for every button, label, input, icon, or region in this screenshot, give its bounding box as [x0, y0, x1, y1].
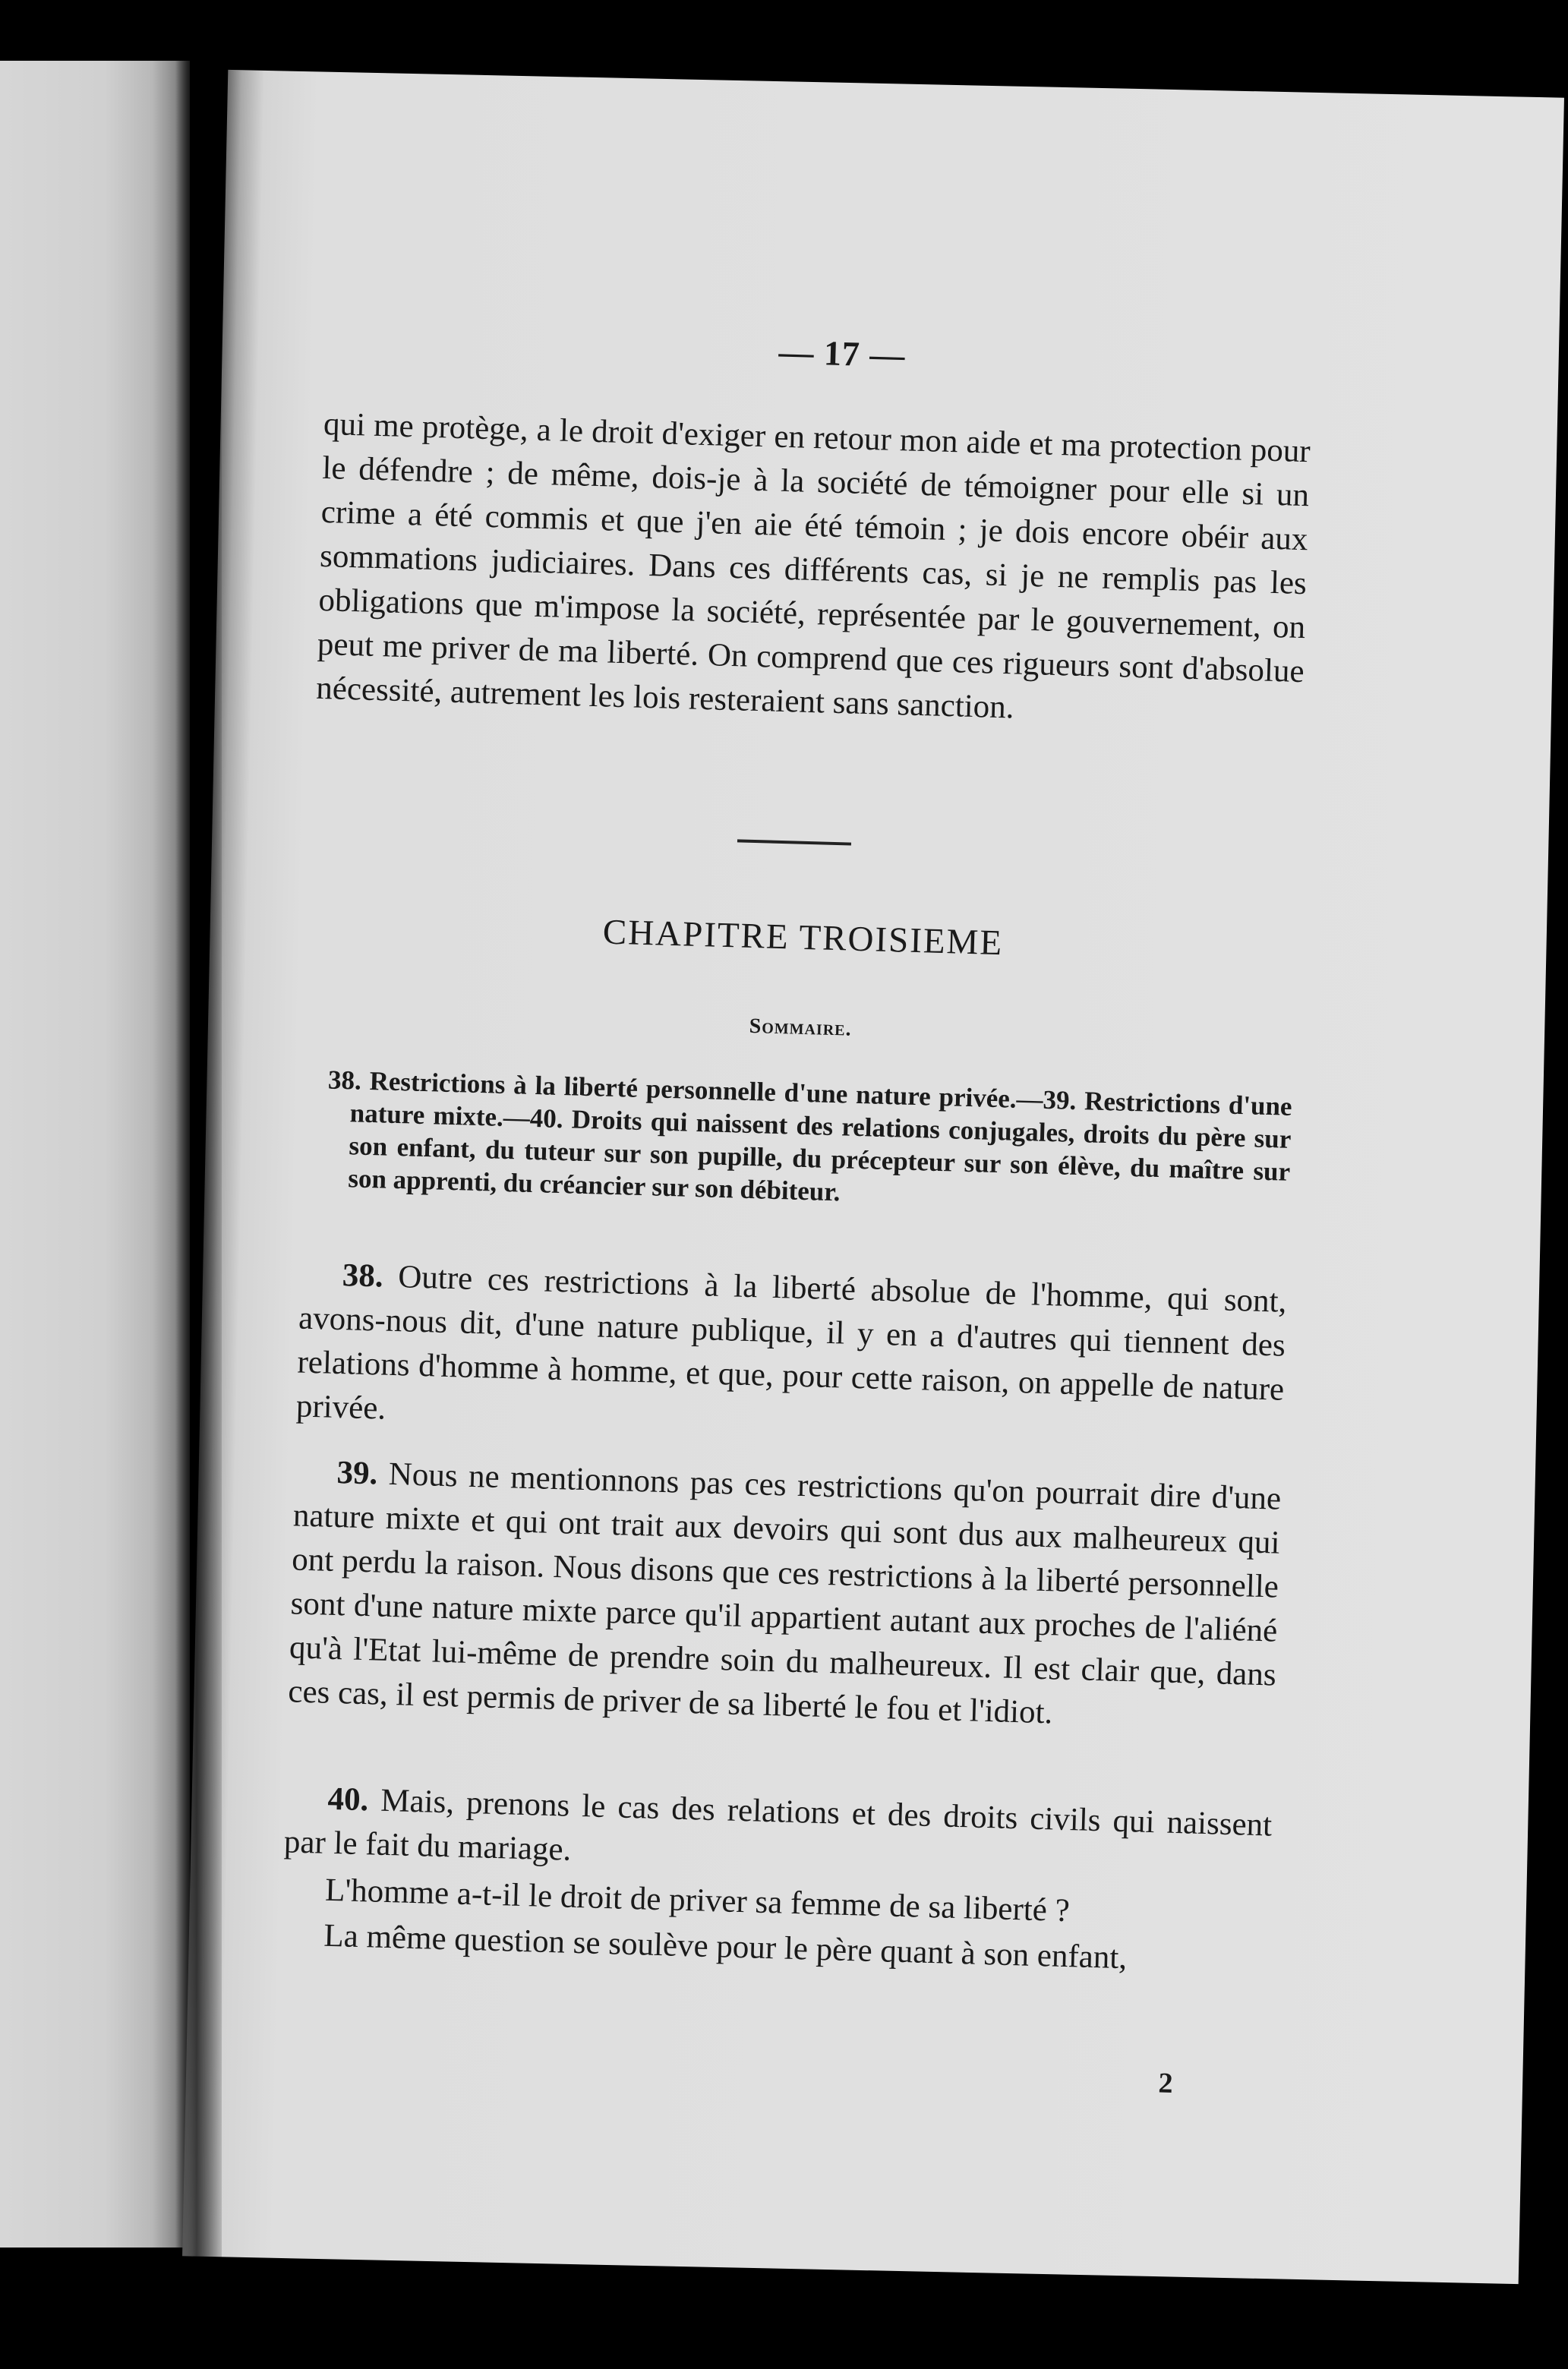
- section-39: [288, 1449, 1282, 1741]
- section-number: 39.: [336, 1454, 378, 1492]
- section-38: [295, 1253, 1287, 1456]
- section-divider: [737, 839, 851, 845]
- gutter-shadow: [176, 61, 222, 2263]
- page-number: — 17 —: [778, 332, 907, 375]
- section-number: 40.: [327, 1781, 369, 1819]
- sommaire-heading: Sommaire.: [749, 1014, 853, 1041]
- section-40-question-2: La même question se soulève pour le père quant à son enfant,: [323, 1917, 1128, 1976]
- left-page-edge: [0, 61, 190, 2248]
- signature-mark: 2: [1157, 2067, 1174, 2100]
- section-text: Outre ces restrictions à la liberté absolue de l'homme, qui sont, avons-nous dit, d'une nature publique, il y en a d'autres qui tiennent des relations d'homme à homme, et que, pour cette raison, on appelle de nature privée.: [295, 1259, 1288, 1427]
- intro-paragraph: qui me protège, a le droit d'exiger en retour mon aide et ma protection pour le défendre ; de même, dois-je à la société de témoigner pour elle si un crime a été commis et que j'en aie été témoin ; je dois encore obéir aux sommations judiciaires. Dans ces différents cas, si je ne remplis pas les obligations que m'impose la société, représentée par le gouvernement, on peut me priver de ma liberté. On comprend que ces rigueurs sont d'absolue nécessité, autrement les lois resteraient sans sanction.: [315, 405, 1311, 726]
- chapter-title: CHAPITRE TROISIEME: [602, 912, 1004, 964]
- section-number: 38.: [342, 1257, 384, 1295]
- chapter-summary: 38. Restrictions à la liberté personnelle d'une nature privée.—39. Restrictions d'une nature mixte.—40. Droits qui naissent des relations conjugales, droits du père sur son enfant, du tuteur sur son pupille, du précepteur sur son élève, du maître sur son apprenti, du créancier sur son débiteur.: [327, 1065, 1293, 1207]
- page-text-area: [278, 319, 1314, 2100]
- section-40-question-1: L'homme a-t-il le droit de priver sa femme de sa liberté ?: [324, 1872, 1071, 1929]
- section-text: Nous ne mentionnons pas ces restrictions qu'on pourrait dire d'une nature mixte et qui ont trait aux devoirs qui sont dus aux malheureux qui ont perdu la raison. Nous disons que ces restrictions à la liberté personnelle sont d'une nature mixte parce qu'il appartient autant aux proches de l'aliéné qu'à l'Etat lui-même de prendre soin du malheureux. Il est clair que, dans ces cas, il est permis de priver de sa liberté le fou et l'idiot.: [287, 1456, 1282, 1731]
- section-text: Mais, prenons le cas des relations et des droits civils qui naissent par le fait du mariage.: [283, 1782, 1273, 1868]
